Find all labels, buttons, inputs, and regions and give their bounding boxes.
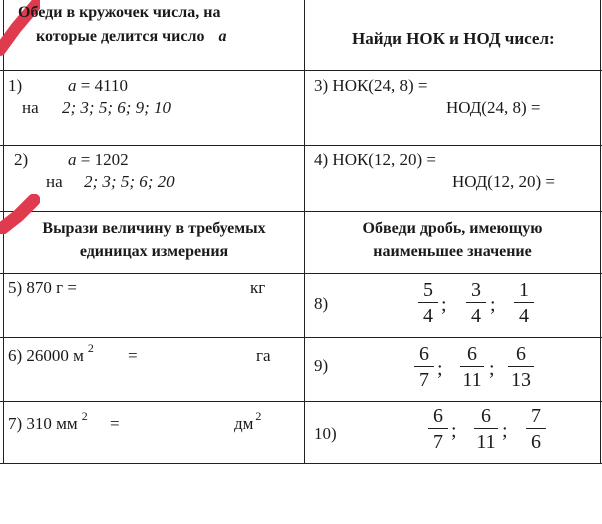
fraction-denominator: 13 (511, 369, 531, 391)
task-6-equals: = (128, 346, 138, 365)
fraction-denominator: 7 (433, 431, 443, 453)
fraction-numerator: 7 (531, 405, 541, 427)
fraction-numerator: 6 (419, 343, 429, 365)
row-divider-3 (0, 211, 602, 212)
fraction-denominator: 11 (462, 369, 482, 391)
fraction-separator: ; (451, 420, 457, 442)
row-divider-2 (0, 145, 602, 146)
task-2-value: = 1202 (76, 150, 129, 169)
fraction-separator: ; (490, 294, 496, 316)
task-9-fraction-1 (414, 344, 434, 391)
task-6-text (8, 341, 94, 366)
fraction-numerator: 6 (433, 405, 443, 427)
task-7-unit-exponent: 2 (255, 409, 262, 423)
task-1-divisor-list: 2; 3; 5; 6; 9; 10 (62, 98, 172, 117)
fraction-separator: ; (489, 358, 495, 380)
task-3-nod: НОД(24, 8) = (446, 98, 541, 117)
header2-left-line2: единицах измерения (79, 243, 229, 260)
task-7-unit (234, 409, 262, 434)
task-7-text (8, 409, 88, 434)
fraction-numerator: 3 (471, 279, 481, 301)
task-7-equals: = (110, 414, 120, 433)
header2-right-line2: наименьшее значение (373, 243, 532, 260)
fraction-separator: ; (437, 358, 443, 380)
fraction-denominator: 4 (423, 305, 433, 327)
task-1-na: на (22, 98, 39, 117)
task-8-number: 8) (314, 294, 329, 313)
fraction-numerator: 6 (467, 343, 477, 365)
header-right-title: Найди НОК и НОД чисел: (352, 29, 555, 48)
header-left-line2 (36, 28, 226, 46)
header2-right-line1: Обведи дробь, имеющую (362, 220, 543, 237)
header-left-line1-rest: еди в кружочек числа, на (38, 4, 221, 21)
task-8-fraction-1 (418, 280, 438, 327)
header-left-line2-text: которые делится число (36, 28, 205, 45)
task-1-number: 1) (8, 76, 23, 95)
fraction-numerator: 1 (519, 279, 529, 301)
fraction-separator: ; (502, 420, 508, 442)
task-9-number: 9) (314, 356, 329, 375)
fraction-numerator: 6 (516, 343, 526, 365)
header-left-line1 (18, 4, 220, 22)
row-divider-4 (0, 273, 602, 274)
task-2-number: 2) (14, 150, 29, 169)
task-4-nod: НОД(12, 20) = (452, 172, 555, 191)
row-divider-1 (0, 70, 602, 71)
task-6-exponent: 2 (87, 341, 94, 355)
task-6-unit: га (256, 346, 271, 365)
bottom-border (0, 463, 602, 464)
task-7-value: 7) 310 мм (8, 414, 78, 433)
fraction-numerator: 5 (423, 279, 433, 301)
fraction-denominator: 4 (471, 305, 481, 327)
task-9-fraction-2 (460, 344, 484, 391)
task-1-value: = 4110 (76, 76, 128, 95)
row-divider-5 (0, 337, 602, 338)
fraction-separator: ; (441, 294, 447, 316)
task-1-variable: a (68, 76, 77, 95)
task-10-number: 10) (314, 424, 337, 443)
fraction-denominator: 11 (476, 431, 496, 453)
task-8-fraction-3 (514, 280, 534, 327)
task-10-fraction-2 (474, 406, 498, 453)
task-8-fraction-2 (466, 280, 486, 327)
task-10-fraction-3 (526, 406, 546, 453)
task-9-fraction-3 (508, 344, 534, 391)
fraction-denominator: 7 (419, 369, 429, 391)
task-7-unit-text: дм (234, 414, 254, 433)
header2-left-line1: Вырази величину в требуемых (42, 220, 266, 237)
fraction-denominator: 4 (519, 305, 529, 327)
header-left-variable: a (218, 28, 227, 45)
fraction-numerator: 6 (481, 405, 491, 427)
task-5-text: 5) 870 г = (8, 278, 77, 297)
task-2-variable: a (68, 150, 77, 169)
task-3-nok: 3) НОК(24, 8) = (314, 76, 428, 95)
task-4-nok: 4) НОК(12, 20) = (314, 150, 436, 169)
task-5-unit: кг (250, 278, 266, 297)
task-2-divisor-list: 2; 3; 5; 6; 20 (84, 172, 175, 191)
task-2-equation (68, 150, 129, 170)
task-10-fraction-1 (428, 406, 448, 453)
task-2-na: на (46, 172, 63, 191)
header-left-line1-start: Об (18, 4, 39, 21)
task-6-value: 6) 26000 м (8, 346, 84, 365)
fraction-denominator: 6 (531, 431, 541, 453)
task-1-equation (68, 76, 128, 96)
row-divider-6 (0, 401, 602, 402)
task-7-exponent: 2 (81, 409, 88, 423)
